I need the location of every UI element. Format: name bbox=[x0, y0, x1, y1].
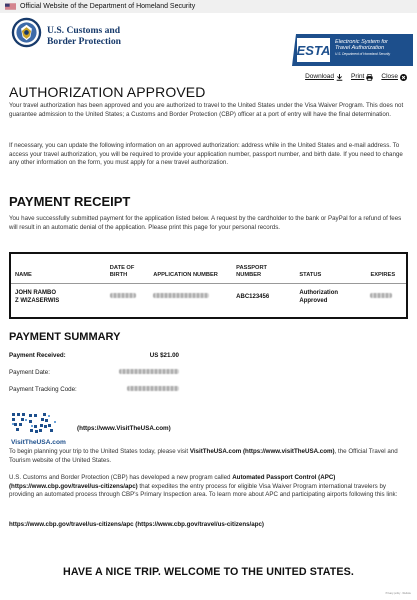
esta-title bbox=[335, 39, 390, 57]
cell-passport: ABC123456 bbox=[236, 293, 270, 300]
redacted-expires bbox=[370, 293, 392, 298]
col-header-application: APPLICATION NUMBER bbox=[149, 254, 232, 283]
receipt-paragraph: You have successfully submitted payment for the application listed below. A request by the cardholder to the bank or PayPal for a refund of fees will result in an automatic denial of the application. Please print this page for your personal records. bbox=[9, 215, 402, 231]
visit-paragraph bbox=[9, 448, 409, 465]
cell-name bbox=[11, 283, 106, 310]
redacted-date bbox=[119, 369, 179, 374]
redacted-tracking bbox=[127, 386, 179, 391]
tracking-value bbox=[127, 386, 179, 394]
visittheusa-link[interactable]: (https://www.VisitTheUSA.com) bbox=[77, 425, 171, 432]
esta-title-line1: Electronic System for bbox=[335, 39, 388, 45]
summary-title: PAYMENT SUMMARY bbox=[9, 331, 121, 343]
apc-inline-link[interactable]: Automated Passport Control (APC) (https://www.cbp.gov/travel/us-citizens/apc) bbox=[9, 474, 336, 490]
print-link[interactable] bbox=[351, 73, 373, 82]
apc-paragraph bbox=[9, 474, 409, 500]
agency-name bbox=[47, 25, 121, 47]
redacted-dob bbox=[110, 293, 136, 298]
esta-subtitle: U.S. Department of Homeland Security bbox=[335, 51, 391, 56]
date-value bbox=[119, 369, 179, 377]
summary-received-row bbox=[9, 352, 179, 361]
receipt-table bbox=[11, 254, 406, 310]
esta-title-line2: Travel Authorization bbox=[335, 45, 385, 52]
close-label: Close bbox=[381, 73, 398, 80]
visittheusa-inline-link[interactable]: VisitTheUSA.com (https://www.visitTheUSA.com) bbox=[189, 448, 335, 455]
name-line1: JOHN RAMBO bbox=[15, 289, 57, 296]
redacted-application-number bbox=[153, 293, 209, 298]
print-label: Print bbox=[351, 73, 365, 80]
authorization-title: AUTHORIZATION APPROVED bbox=[9, 84, 206, 100]
page-actions bbox=[305, 73, 407, 82]
receipt-title: PAYMENT RECEIPT bbox=[9, 194, 131, 209]
download-link[interactable] bbox=[305, 73, 343, 82]
agency-name-line2: Border Protection bbox=[47, 36, 121, 48]
summary-date-row bbox=[9, 369, 179, 378]
download-label: Download bbox=[305, 73, 334, 80]
cell-dob bbox=[106, 283, 149, 310]
agency-name-line1: U.S. Customs and bbox=[47, 25, 121, 36]
footer-links[interactable]: Privacy policy · Website bbox=[385, 591, 411, 595]
received-value: US $21.00 bbox=[149, 352, 179, 359]
closing-message: HAVE A NICE TRIP. WELCOME TO THE UNITED STATES. bbox=[63, 566, 354, 578]
date-label: Payment Date: bbox=[9, 369, 50, 376]
status-line1: Authorization bbox=[299, 289, 339, 296]
col-header-name: NAME bbox=[11, 254, 106, 283]
apc-link-paragraph bbox=[9, 521, 409, 530]
col-header-passport: PASSPORT NUMBER bbox=[232, 254, 295, 283]
received-label: Payment Received: bbox=[9, 352, 66, 359]
cell-expires bbox=[366, 283, 406, 310]
authorization-paragraph-2: If necessary, you can update the following information on an approved authorization: address while in the United States and e-mail address. To access your travel authorization, you will be required to provide your application number, passport number, and birth date. If you need to change any other information on the form, you must apply for a new travel authorization. bbox=[9, 142, 403, 167]
summary-tracking-row bbox=[9, 386, 179, 395]
esta-abbr: ESTA bbox=[296, 43, 331, 58]
table-row bbox=[11, 283, 406, 310]
gov-banner-text: Official Website of the Department of Homeland Security bbox=[20, 2, 196, 10]
dhs-seal-icon[interactable] bbox=[11, 17, 42, 48]
visit-para-text-a: To begin planning your trip to the United States today, please visit bbox=[9, 448, 190, 455]
status-line2: Approved bbox=[299, 297, 328, 304]
cell-status bbox=[295, 283, 366, 310]
authorization-paragraph-1: Your travel authorization has been approved and you are authorized to travel to the United States under the Visa Waiver Program. This does not guarantee admission to the United States; a Customs and Border Protection (CBP) officer at a port of entry will have the final determination. bbox=[9, 102, 404, 118]
tracking-label: Payment Tracking Code: bbox=[9, 386, 77, 393]
apc-para-text-c: that expedites the entry process for eligible Visa Waiver Program international travelers by providing an automated process through CBP's Primary Inspection area. To learn more about APC and participating airports following this link: bbox=[9, 482, 398, 499]
visit-para-text-c: , the Official Travel and Tourism website of the United States. bbox=[9, 448, 398, 464]
gov-banner bbox=[0, 0, 417, 13]
us-flag-icon bbox=[5, 3, 16, 10]
col-header-status: STATUS bbox=[295, 254, 366, 283]
col-header-expires: EXPIRES bbox=[366, 254, 406, 283]
visittheusa-logo[interactable] bbox=[9, 411, 75, 447]
close-icon bbox=[400, 74, 407, 81]
close-link[interactable] bbox=[381, 73, 407, 82]
visittheusa-logo-text: VisitTheUSA.com bbox=[11, 439, 66, 446]
apc-para-text-a: U.S. Customs and Border Protection (CBP) has developed a new program called bbox=[9, 474, 233, 481]
receipt-table-box bbox=[9, 252, 408, 319]
receipt-table-header bbox=[11, 254, 406, 283]
download-icon bbox=[336, 74, 343, 81]
cell-application-number bbox=[149, 283, 232, 310]
apc-link[interactable]: https://www.cbp.gov/travel/us-citizens/apc (https://www.cbp.gov/travel/us-citizens/apc) bbox=[9, 521, 264, 528]
site-header bbox=[0, 13, 417, 58]
printer-icon bbox=[366, 74, 373, 81]
col-header-dob: DATE OF BIRTH bbox=[106, 254, 149, 283]
name-line2: Z WIZASERWIS bbox=[15, 297, 60, 304]
